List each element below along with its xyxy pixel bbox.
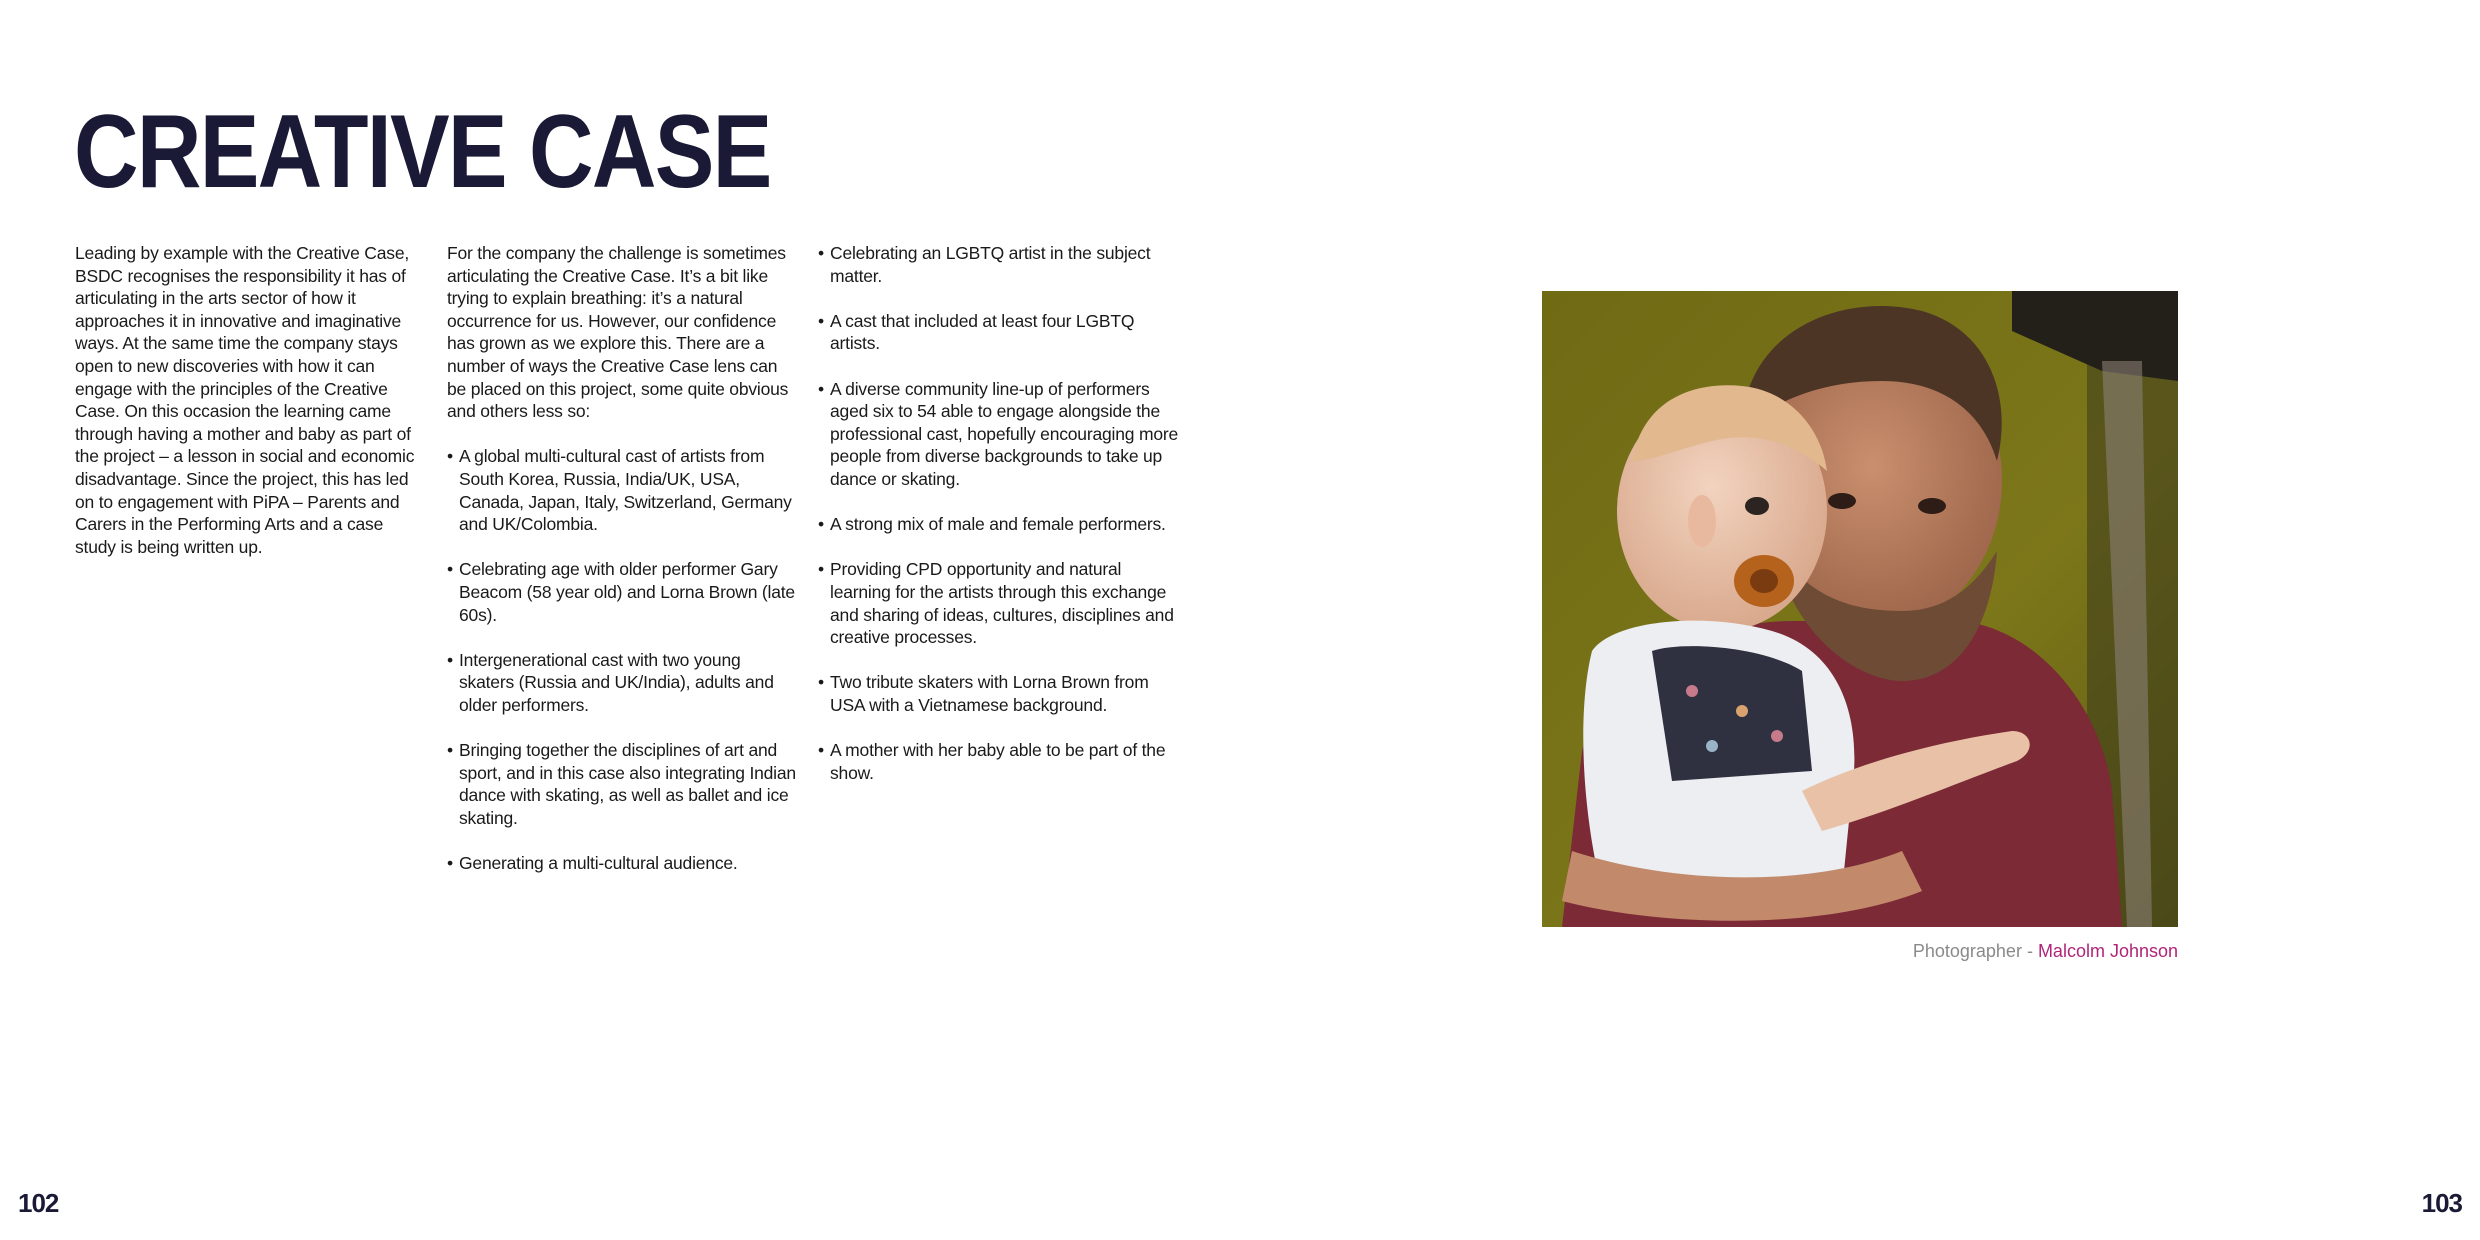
- list-item: • A mother with her baby able to be part of the show.: [818, 739, 1183, 784]
- photo: [1542, 291, 2178, 927]
- photographer-name: Malcolm Johnson: [2037, 941, 2178, 961]
- bullet-list-right: [818, 242, 1183, 784]
- list-item: • A diverse community line-up of performers aged six to 54 able to engage alongside the professional cast, hopefully encouraging more people from diverse backgrounds to take up dance or skating.: [818, 378, 1183, 491]
- list-item: • Generating a multi-cultural audience.: [447, 852, 797, 875]
- list-item: • Celebrating age with older performer Gary Beacom (58 year old) and Lorna Brown (late 60s).: [447, 558, 797, 626]
- father-and-baby-photo: [1542, 291, 2178, 927]
- column-2: [447, 242, 797, 897]
- list-item: • Two tribute skaters with Lorna Brown from USA with a Vietnamese background.: [818, 671, 1183, 716]
- list-item: • A cast that included at least four LGBTQ artists.: [818, 310, 1183, 355]
- list-item: • Bringing together the disciplines of art and sport, and in this case also integrating Indian dance with skating, as well as ballet and ice skating.: [447, 739, 797, 829]
- bullet-list-left: [447, 445, 797, 874]
- intro-paragraph: Leading by example with the Creative Case, BSDC recognises the responsibility it has of articulating in the arts sector of how it approaches it in innovative and imaginative ways. At the same time the company stays open to new discoveries with how it can engage with the principles of the Creative Case. On this occasion the learning came through having a mother and baby as part of the project – a lesson in social and economic disadvantage. Since the project, this has led on to engagement with PiPA – Parents and Carers in the Performing Arts and a case study is being written up.: [75, 243, 415, 557]
- list-item: • Providing CPD opportunity and natural learning for the artists through this exchange and sharing of ideas, cultures, disciplines and creative processes.: [818, 558, 1183, 648]
- caption-prefix: Photographer -: [1912, 941, 2038, 961]
- list-item: • Celebrating an LGBTQ artist in the subject matter.: [818, 242, 1183, 287]
- page-title: CREATIVE CASE: [74, 94, 771, 210]
- challenge-paragraph: For the company the challenge is sometimes articulating the Creative Case. It’s a bit like trying to explain breathing: it’s a natural occurrence for us. However, our confidence has grown as we explore this. There are a number of ways the Creative Case lens can be placed on this project, some quite obvious and others less so:: [447, 243, 789, 422]
- list-item: • A strong mix of male and female performers.: [818, 513, 1183, 536]
- list-item: • Intergenerational cast with two young skaters (Russia and UK/India), adults and older performers.: [447, 649, 797, 717]
- page-number-left: 102: [18, 1188, 59, 1218]
- page-number-right: 103: [2421, 1188, 2462, 1218]
- column-3: [818, 242, 1183, 807]
- column-1: [75, 242, 420, 558]
- photo-credit: [1913, 941, 2178, 962]
- list-item: • A global multi-cultural cast of artists from South Korea, Russia, India/UK, USA, Canada, Japan, Italy, Switzerland, Germany and UK/Colombia.: [447, 445, 797, 535]
